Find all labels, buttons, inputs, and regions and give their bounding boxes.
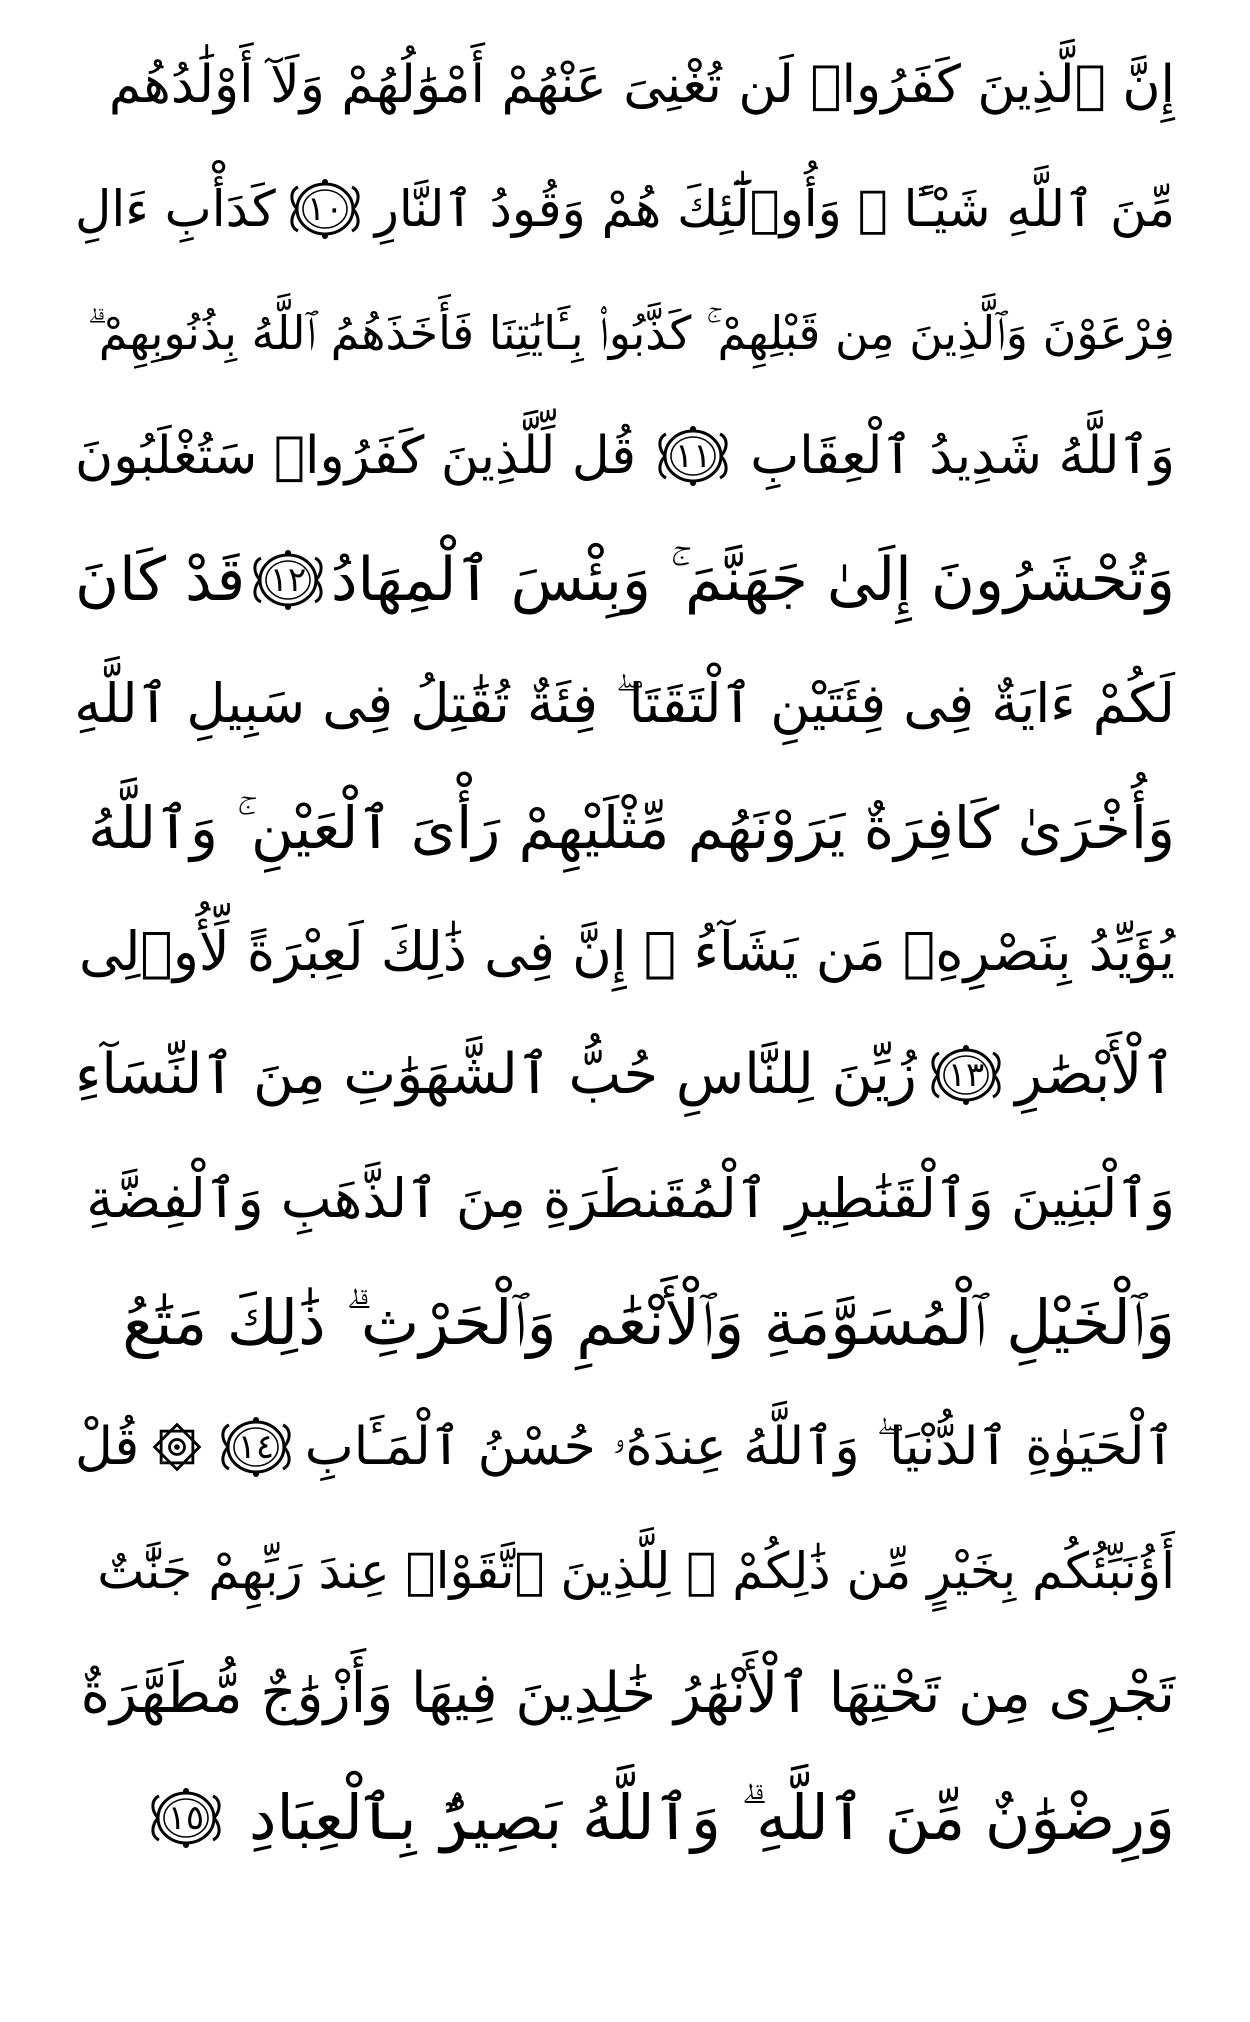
verse-text: وَٱللَّهُ شَدِيدُ ٱلْعِقَابِ: [750, 426, 1175, 487]
verse-line: [75, 769, 1175, 887]
verse-line: [75, 1388, 1175, 1506]
ayah-end-ornament-icon: [284, 177, 366, 241]
ayah-number: ١٣: [947, 1055, 985, 1096]
verse-lines: [75, 0, 1175, 2022]
ayah-number: ١٢: [269, 560, 307, 601]
verse-line: [75, 1016, 1175, 1134]
ayah-end-ornament-icon: [247, 548, 329, 612]
verse-text: قُلْ: [75, 1416, 140, 1477]
verse-text: وَأُخْرَىٰ كَافِرَةٌ يَرَوْنَهُم مِّثْلَيْهِمْ رَأْىَ ٱلْعَيْنِ ۚ وَٱللَّهُ: [88, 793, 1175, 862]
verse-text: ٱلْحَيَوٰةِ ٱلدُّنْيَا ۖ وَٱللَّهُ عِندَهُۥ حُسْنُ ٱلْمَـَٔابِ: [304, 1416, 1175, 1477]
verse-text: مِّنَ ٱللَّهِ شَيْـًٔا ۖ وَأُو۟لَٰٓئِكَ هُمْ وَقُودُ ٱلنَّارِ: [374, 179, 1175, 238]
verse-line: [75, 521, 1175, 639]
ayah-end-ornament-icon: [652, 424, 734, 488]
verse-line: [75, 1512, 1175, 1630]
verse-line: [75, 397, 1175, 515]
verse-text: إِنَّ ٱلَّذِينَ كَفَرُوا۟ لَن تُغْنِىَ عَنْهُمْ أَمْوَٰلُهُمْ وَلَآ أَوْلَٰدُهُم: [108, 55, 1175, 115]
ayah-number: ١٥: [167, 1798, 205, 1839]
verse-line: [75, 150, 1175, 268]
verse-text: زُيِّنَ لِلنَّاسِ حُبُّ ٱلشَّهَوَٰتِ مِنَ ٱلنِّسَآءِ: [75, 1042, 917, 1108]
verse-text: وَرِضْوَٰنٌ مِّنَ ٱللَّهِ ۗ وَٱللَّهُ بَصِيرٌۢ بِٱلْعِبَادِ: [248, 1781, 1175, 1855]
verse-text: وَٱلْبَنِينَ وَٱلْقَنَٰطِيرِ ٱلْمُقَنطَرَةِ مِنَ ٱلذَّهَبِ وَٱلْفِضَّةِ: [86, 1167, 1175, 1231]
verse-text: وَتُحْشَرُونَ إِلَىٰ جَهَنَّمَ ۚ وَبِئْسَ ٱلْمِهَادُ: [330, 545, 1175, 616]
verse-line: [75, 26, 1175, 144]
ayah-end-ornament-icon: [145, 1786, 227, 1850]
ayah-number: ١٠: [306, 188, 344, 229]
verse-text: لَكُمْ ءَايَةٌ فِى فِئَتَيْنِ ٱلْتَقَتَا ۖ فِئَةٌ تُقَٰتِلُ فِى سَبِيلِ ٱللَّهِ: [74, 672, 1175, 735]
ayah-number: ١٤: [237, 1426, 275, 1467]
verse-text: كَدَأْبِ ءَالِ: [75, 179, 276, 238]
ayah-end-ornament-icon: [925, 1043, 1007, 1107]
verse-text: ٱلْأَبْصَٰرِ: [1015, 1042, 1175, 1108]
verse-text: أَؤُنَبِّئُكُم بِخَيْرٍ مِّن ذَٰلِكُمْ ۚ لِلَّذِينَ ٱتَّقَوْا۟ عِندَ رَبِّهِمْ جَنَّٰتٌ: [97, 1541, 1175, 1600]
verse-line: [75, 1264, 1175, 1382]
verse-line: [75, 893, 1175, 1011]
verse-text: تَجْرِى مِن تَحْتِهَا ٱلْأَنْهَٰرُ خَٰلِدِينَ فِيهَا وَأَزْوَٰجٌ مُّطَهَّرَةٌ: [80, 1661, 1175, 1727]
verse-text: قُل لِّلَّذِينَ كَفَرُوا۟ سَتُغْلَبُونَ: [75, 426, 637, 487]
verse-text: يُؤَيِّدُ بِنَصْرِهِۦ مَن يَشَآءُ ۗ إِنَّ فِى ذَٰلِكَ لَعِبْرَةً لِّأُو۟لِى: [78, 919, 1175, 983]
verse-text: قَدْ كَانَ: [75, 545, 246, 616]
verse-text: وَٱلْخَيْلِ ٱلْمُسَوَّمَةِ وَٱلْأَنْعَٰمِ وَٱلْحَرْثِ ۗ ذَٰلِكَ مَتَٰعُ: [122, 1286, 1175, 1359]
verse-line: [75, 274, 1175, 392]
verse-line: [75, 645, 1175, 763]
verse-line: [75, 1140, 1175, 1258]
verse-text: فِرْعَوْنَ وَٱلَّذِينَ مِن قَبْلِهِمْ ۚ كَذَّبُوا۟ بِـَٔايَٰتِنَا فَأَخَذَهُمُ ٱللَّهُ بِذُنُوبِهِمْ ۗ: [87, 305, 1175, 360]
rub-el-hizb-icon: [147, 1417, 207, 1477]
ayah-end-ornament-icon: [215, 1415, 297, 1479]
ayah-number: ١١: [674, 436, 712, 477]
verse-line: [75, 1759, 1175, 1877]
verse-line: [75, 1635, 1175, 1753]
